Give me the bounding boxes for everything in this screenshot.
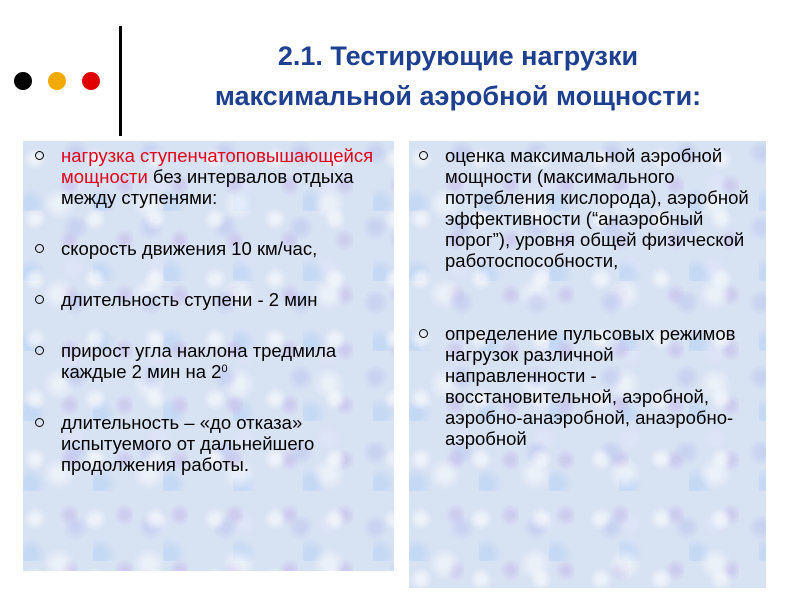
slide-title bbox=[128, 36, 788, 116]
degree-superscript: 0 bbox=[221, 363, 228, 375]
circle-bullet-icon bbox=[35, 244, 44, 253]
title-line-1: 2.1. Тестирующие нагрузки bbox=[277, 41, 639, 71]
purpose-list bbox=[409, 141, 766, 449]
list-item bbox=[31, 289, 386, 310]
spacer bbox=[31, 208, 386, 238]
item-text: длительность ступени - 2 мин bbox=[61, 289, 318, 310]
circle-bullet-icon bbox=[419, 329, 428, 338]
item-text: скорость движения 10 км/час, bbox=[61, 238, 318, 259]
list-item bbox=[31, 145, 386, 208]
item-text: длительность – «до отказа» испытуемого от дальнейшего продолжения работы. bbox=[61, 412, 315, 475]
list-item bbox=[31, 412, 386, 475]
title-divider bbox=[119, 26, 122, 136]
circle-bullet-icon bbox=[419, 151, 428, 160]
item-text: прирост угла наклона тредмила каждые 2 мин на 2 bbox=[61, 340, 337, 382]
list-item bbox=[415, 145, 758, 271]
circle-bullet-icon bbox=[35, 295, 44, 304]
left-panel bbox=[23, 141, 394, 571]
spacer bbox=[31, 259, 386, 289]
black-dot-icon bbox=[14, 72, 32, 90]
orange-dot-icon bbox=[48, 72, 66, 90]
list-item bbox=[31, 340, 386, 382]
spacer bbox=[31, 382, 386, 412]
spacer bbox=[31, 310, 386, 340]
list-item bbox=[31, 238, 386, 259]
red-dot-icon bbox=[82, 72, 100, 90]
item-text: оценка максимальной аэробной мощности (максимального потребления кислорода), аэробной эффективности (“анаэробный порог”), уровня общей физической работоспособности, bbox=[445, 145, 749, 271]
list-item bbox=[415, 323, 758, 449]
right-panel bbox=[409, 141, 766, 588]
test-load-list bbox=[23, 141, 394, 475]
item-text: определение пульсовых режимов нагрузок различной направленности - восстановительной, аэробной, аэробно-анаэробной, анаэробно-аэробной bbox=[445, 323, 736, 449]
item-text: без интервалов отдыха между ступенями: bbox=[61, 166, 354, 208]
circle-bullet-icon bbox=[35, 151, 44, 160]
highlighted-text: нагрузка ступенчатоповышающейся мощности bbox=[61, 145, 374, 187]
spacer bbox=[415, 271, 758, 323]
decorative-dots bbox=[10, 72, 102, 92]
circle-bullet-icon bbox=[35, 346, 44, 355]
title-line-2: максимальной аэробной мощности: bbox=[214, 81, 702, 111]
circle-bullet-icon bbox=[35, 418, 44, 427]
